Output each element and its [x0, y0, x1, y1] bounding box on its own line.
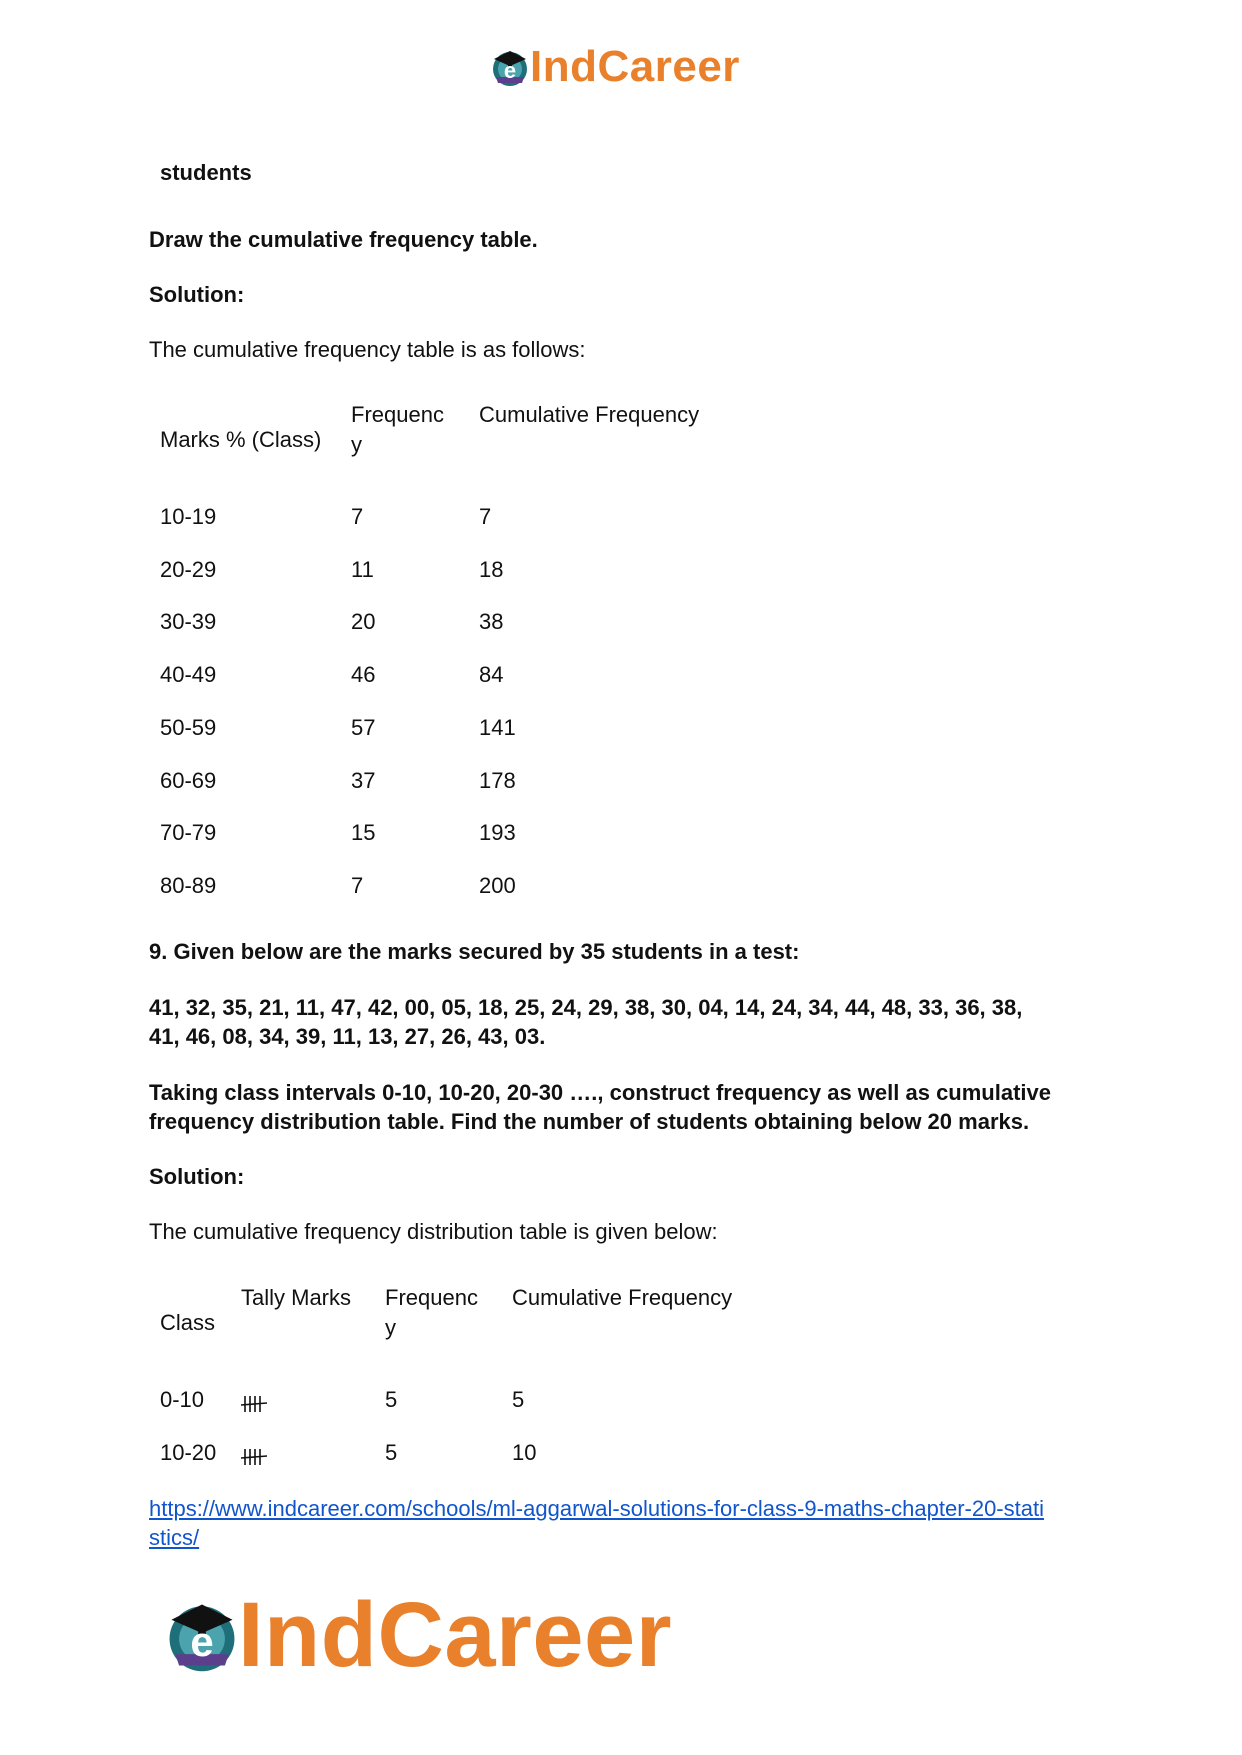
footer-logo: [160, 1585, 672, 1685]
q8-solution-label: Solution:: [149, 282, 245, 307]
table1-class-cell: 50-59: [160, 715, 217, 740]
table2-header-class: Class: [160, 1310, 216, 1335]
table2-frequency-cell: 5: [385, 1387, 398, 1412]
q9-heading: 9. Given below are the marks secured by 35 students in a test:: [149, 939, 800, 964]
table2-header-cumulative: Cumulative Frequency: [512, 1285, 733, 1310]
table2-header-frequency-line1: Frequenc: [385, 1285, 478, 1310]
table1-cumulative-cell: 7: [479, 504, 492, 529]
q9-task-line1: Taking class intervals 0-10, 10-20, 20-30 …., construct frequency as well as cumulative: [149, 1080, 1051, 1105]
tally-marks-icon: [241, 1444, 269, 1474]
table1-header-class: Marks % (Class): [160, 427, 322, 452]
table2-frequency-cell: 5: [385, 1440, 398, 1465]
source-link-line1[interactable]: https://www.indcareer.com/schools/ml-aggarwal-solutions-for-class-9-maths-chapter-20-stati: [149, 1496, 1044, 1521]
table1-cumulative-cell: 200: [479, 873, 516, 898]
q8-intro: The cumulative frequency table is as follows:: [149, 337, 586, 362]
q8-instruction: Draw the cumulative frequency table.: [149, 227, 538, 252]
table1-frequency-cell: 11: [351, 557, 374, 582]
table1-class-cell: 70-79: [160, 820, 217, 845]
table1-cumulative-cell: 193: [479, 820, 516, 845]
table1-cumulative-cell: 84: [479, 662, 504, 687]
q9-intro: The cumulative frequency distribution table is given below:: [149, 1219, 718, 1244]
table1-frequency-cell: 57: [351, 715, 376, 740]
source-link-line2[interactable]: stics/: [149, 1525, 200, 1550]
table2-cumulative-cell: 10: [512, 1440, 537, 1465]
table1-header-frequency-line2: y: [351, 432, 362, 457]
graduation-cap-globe-icon: [488, 45, 532, 89]
table1-header-frequency-line1: Frequenc: [351, 402, 444, 427]
table1-cumulative-cell: 178: [479, 768, 516, 793]
table1-class-cell: 20-29: [160, 557, 217, 582]
table2-class-cell: 0-10: [160, 1387, 205, 1412]
q9-data-line1: 41, 32, 35, 21, 11, 47, 42, 00, 05, 18, 25, 24, 29, 38, 30, 04, 14, 24, 34, 44, 48, 33, 36, 38,: [149, 995, 1023, 1020]
table1-class-cell: 30-39: [160, 609, 217, 634]
table1-class-cell: 10-19: [160, 504, 217, 529]
table1-frequency-cell: 37: [351, 768, 376, 793]
logo-wordmark: IndCareer: [238, 1583, 672, 1686]
table1-class-cell: 80-89: [160, 873, 217, 898]
q9-task-line2: frequency distribution table. Find the number of students obtaining below 20 marks.: [149, 1109, 1030, 1134]
header-logo: [488, 40, 740, 94]
table1-header-cumulative: Cumulative Frequency: [479, 402, 700, 427]
table1-class-cell: 60-69: [160, 768, 217, 793]
table1-class-cell: 40-49: [160, 662, 217, 687]
graduation-cap-globe-icon: [160, 1593, 244, 1677]
svg-text:e: e: [190, 1618, 214, 1665]
table1-frequency-cell: 15: [351, 820, 376, 845]
q9-data-line2: 41, 46, 08, 34, 39, 11, 13, 27, 26, 43, 03.: [149, 1024, 546, 1049]
table1-cumulative-cell: 141: [479, 715, 516, 740]
fragment-word: students: [160, 160, 252, 185]
table1-frequency-cell: 20: [351, 609, 376, 634]
svg-text:e: e: [503, 58, 517, 83]
tally-marks-icon: [241, 1391, 269, 1421]
table1-cumulative-cell: 18: [479, 557, 504, 582]
table2-cumulative-cell: 5: [512, 1387, 525, 1412]
table1-frequency-cell: 7: [351, 873, 364, 898]
table1-frequency-cell: 7: [351, 504, 364, 529]
table2-class-cell: 10-20: [160, 1440, 217, 1465]
table1-cumulative-cell: 38: [479, 609, 504, 634]
table1-frequency-cell: 46: [351, 662, 376, 687]
table2-header-frequency-line2: y: [385, 1315, 396, 1340]
q9-solution-label: Solution:: [149, 1164, 245, 1189]
table2-header-tally: Tally Marks: [241, 1285, 352, 1310]
logo-wordmark: IndCareer: [530, 42, 740, 91]
